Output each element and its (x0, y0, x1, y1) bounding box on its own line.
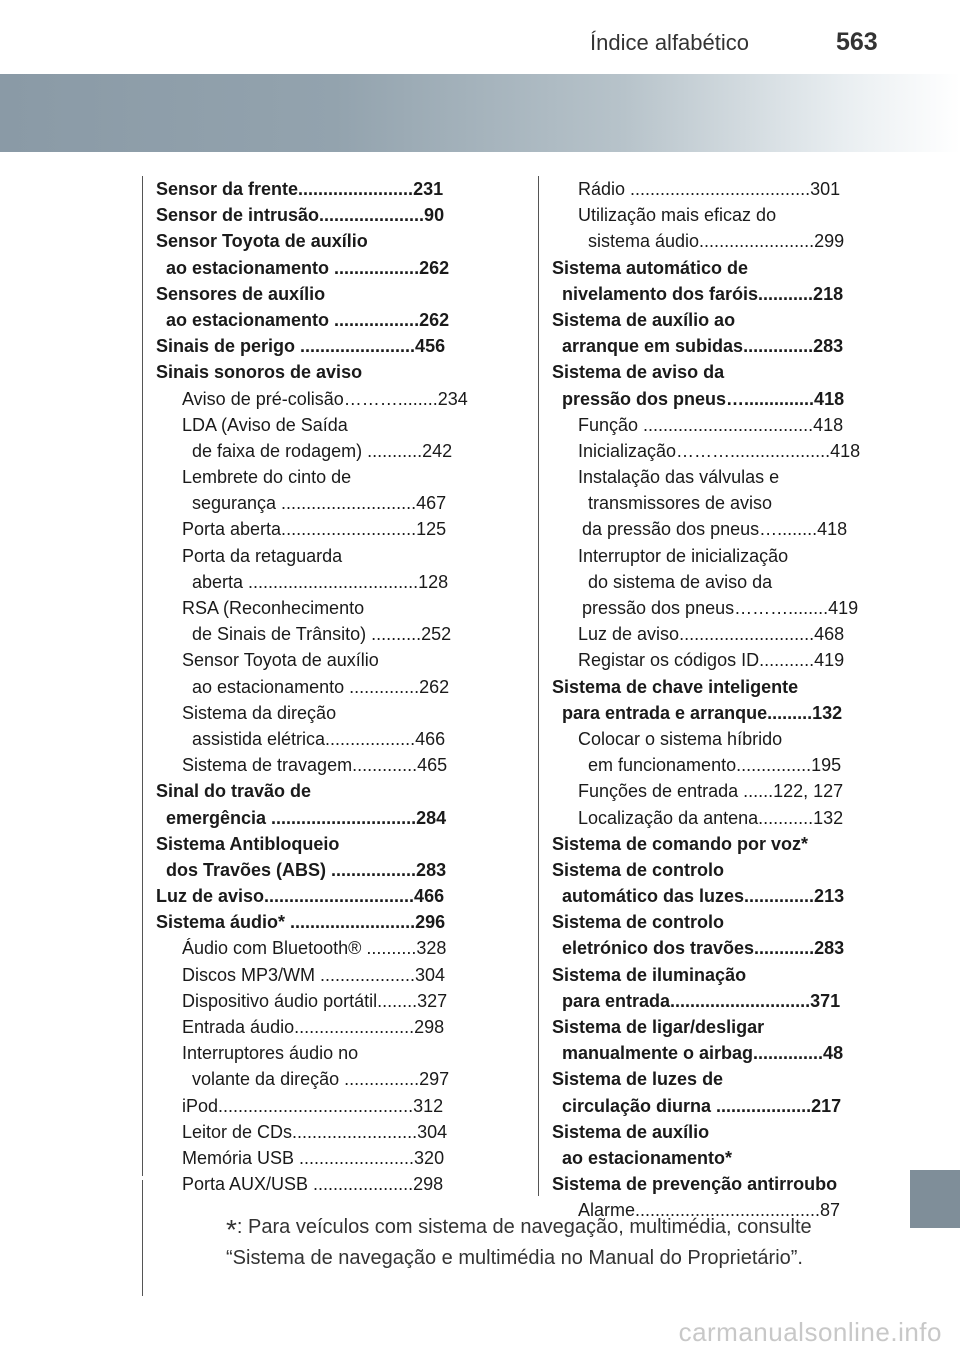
index-entry-heading: ao estacionamento* (562, 1147, 733, 1168)
bottom-column-rule (142, 1180, 143, 1296)
footnote-text-1: : Para veículos com sistema de navegação, multimédia, consulte (236, 1216, 812, 1238)
index-entry-sub: Interruptor de inicialização (578, 545, 789, 566)
index-entry-sub: Porta aberta...........................125 (182, 519, 447, 540)
index-entry-sub: Colocar o sistema híbrido (578, 728, 783, 749)
left-column-rule (142, 176, 143, 1176)
index-entry-sub: Funções de entrada ......122, 127 (578, 781, 844, 802)
index-entry-sub: Porta AUX/USB ....................298 (182, 1174, 444, 1195)
index-entry-sub: Inicialização………....................418 (578, 440, 861, 461)
index-entry-heading: para entrada............................371 (562, 990, 841, 1011)
index-entry-sub: Luz de aviso...........................468 (578, 624, 845, 645)
footnote (226, 1213, 862, 1272)
index-entry-heading: Sinais de perigo .......................456 (156, 336, 446, 357)
index-entry-sub: Instalação das válvulas e (578, 467, 780, 488)
index-entry-heading: arranque em subidas..............283 (562, 336, 844, 357)
index-entry-heading: Sinal do travão de (156, 781, 312, 802)
index-entry-heading: Sistema de ligar/desligar (552, 1017, 765, 1037)
index-entry-heading: Sistema de luzes de (552, 1069, 724, 1090)
index-entry-sub: Lembrete do cinto de (182, 467, 352, 488)
index-entry-heading: Sensores de auxílio (156, 283, 326, 304)
index-entry-sub: Utilização mais eficaz do (578, 205, 777, 226)
index-entry-sub: iPod.......................................312 (182, 1095, 444, 1116)
index-entry-heading: ao estacionamento .................262 (166, 309, 450, 330)
chapter-side-tab (910, 1170, 960, 1228)
index-entry-sub: pressão dos pneus………........419 (582, 598, 859, 618)
index-entry-sub: Alarme.....................................87 (578, 1200, 841, 1221)
index-entry-heading: dos Travões (ABS) .................283 (166, 859, 447, 880)
index-entry-sub: ao estacionamento ..............262 (192, 676, 450, 697)
index-entry-sub: LDA (Aviso de Saída (182, 414, 348, 435)
index-column-left (156, 176, 530, 1197)
index-entry-heading: Sistema de controlo (552, 859, 725, 880)
watermark: carmanualsonline.info (678, 1317, 942, 1347)
index-entry-sub: transmissores de aviso (588, 493, 773, 514)
index-column-right (552, 176, 898, 1224)
index-entry-heading: Sistema de auxílio ao (552, 309, 736, 330)
index-entry-sub: Registar os códigos ID...........419 (578, 650, 845, 671)
page-number: 563 (836, 28, 878, 56)
index-entry-heading: para entrada e arranque.........132 (562, 702, 843, 723)
index-entry-heading: manualmente o airbag..............48 (562, 1043, 844, 1064)
index-entry-sub: Sistema da direção (182, 702, 337, 723)
index-entry-heading: Sistema Antibloqueio (156, 833, 340, 854)
footnote-line-1 (226, 1213, 862, 1244)
index-entry-sub: Leitor de CDs.........................304 (182, 1121, 448, 1142)
index-entry-sub: da pressão dos pneus…........418 (582, 519, 848, 540)
center-column-rule (538, 176, 539, 1196)
index-entry-sub: Dispositivo áudio portátil........327 (182, 990, 448, 1011)
index-entry-sub: Aviso de pré-colisão………........234 (182, 388, 468, 409)
index-entry-heading: ao estacionamento .................262 (166, 257, 450, 278)
footnote-star: * (226, 1214, 237, 1245)
index-entry-sub: aberta ..................................128 (192, 571, 449, 592)
index-entry-sub: de Sinais de Trânsito) ..........252 (192, 624, 452, 645)
index-entry-heading: Sistema de iluminação (552, 964, 747, 985)
index-entry-sub: RSA (Reconhecimento (182, 598, 365, 618)
index-entry-sub: volante da direção ...............297 (192, 1069, 450, 1090)
index-entry-sub: Sistema de travagem.............465 (182, 755, 448, 776)
index-entry-sub: Interruptores áudio no (182, 1043, 359, 1064)
header-gradient-band (0, 74, 960, 152)
index-entry-heading: Sistema de chave inteligente (552, 676, 799, 697)
index-entry-sub: sistema áudio.......................299 (588, 231, 845, 252)
index-entry-heading: Sistema áudio* .........................296 (156, 912, 446, 933)
index-entry-sub: Rádio ....................................301 (578, 179, 841, 199)
section-title: Índice alfabético (590, 30, 749, 55)
index-entry-heading: Sistema de comando por voz* (552, 833, 809, 854)
index-entry-heading: Sensor Toyota de auxílio (156, 231, 368, 252)
index-entry-heading: nivelamento dos faróis...........218 (562, 283, 844, 304)
index-entry-sub: segurança ...........................467 (192, 493, 447, 514)
index-entry-heading: eletrónico dos travões............283 (562, 938, 845, 959)
index-entry-heading: Sinais sonoros de aviso (156, 362, 363, 383)
index-entry-heading: Sistema de controlo (552, 912, 725, 933)
index-entry-heading: Sistema de prevenção antirroubo (552, 1174, 838, 1195)
index-entry-sub: Localização da antena...........132 (578, 807, 844, 828)
index-entry-sub: Sensor Toyota de auxílio (182, 650, 379, 671)
index-entry-sub: de faixa de rodagem) ...........242 (192, 440, 453, 461)
index-entry-heading: Luz de aviso..............................466 (156, 886, 445, 907)
page-header (0, 0, 960, 64)
index-entry-sub: Discos MP3/WM ...................304 (182, 964, 446, 985)
index-entry-sub: Função ..................................418 (578, 414, 844, 435)
index-entry-sub: Porta da retaguarda (182, 545, 343, 566)
index-entry-sub: do sistema de aviso da (588, 571, 773, 592)
footnote-line-2: “Sistema de navegação e multimédia no Manual do Proprietário”. (226, 1247, 803, 1269)
index-entry-sub: assistida elétrica..................466 (192, 728, 446, 749)
index-entry-heading: pressão dos pneus…..............418 (562, 388, 845, 409)
index-entry-heading: Sistema de aviso da (552, 362, 725, 383)
index-entry-sub: Entrada áudio........................298 (182, 1017, 445, 1037)
index-entry-heading: emergência .............................284 (166, 807, 447, 828)
index-entry-heading: Sensor da frente.......................231 (156, 179, 444, 199)
index-entry-heading: automático das luzes..............213 (562, 886, 845, 907)
index-entry-heading: Sensor de intrusão.....................90 (156, 205, 445, 226)
index-entry-heading: Sistema automático de (552, 257, 749, 278)
index-entry-sub: Memória USB .......................320 (182, 1147, 445, 1168)
index-entry-heading: circulação diurna ...................217 (562, 1095, 842, 1116)
index-entry-sub: Áudio com Bluetooth® ..........328 (182, 938, 447, 959)
index-entry-sub: em funcionamento...............195 (588, 755, 842, 776)
index-entry-heading: Sistema de auxílio (552, 1121, 710, 1142)
